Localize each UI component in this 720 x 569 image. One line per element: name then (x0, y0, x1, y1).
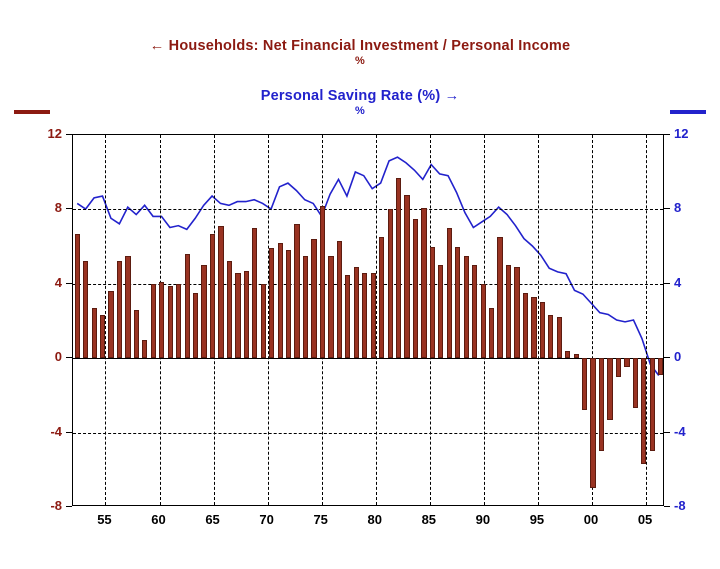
x-axis-tick-label: 05 (637, 512, 653, 527)
chart-title-line-1-unit: % (355, 55, 365, 67)
y-axis-left-tick-label: 12 (47, 126, 62, 141)
bar (278, 243, 283, 358)
bar (421, 208, 426, 359)
bar (108, 291, 113, 358)
bar (481, 284, 486, 358)
bar (83, 261, 88, 358)
bar (168, 286, 173, 359)
bar (218, 226, 223, 358)
bar (574, 354, 579, 358)
bar (396, 178, 401, 358)
y-axis-right-tick-label: -4 (674, 423, 686, 439)
bar (379, 237, 384, 358)
bar (472, 265, 477, 358)
bar (303, 256, 308, 358)
bar (227, 261, 232, 358)
bar (337, 241, 342, 358)
x-axis-tick-label: 80 (367, 512, 382, 527)
bar (565, 351, 570, 358)
bar (185, 254, 190, 358)
bar (328, 256, 333, 358)
zero-line (73, 358, 663, 359)
bar (151, 284, 156, 358)
bar (523, 293, 528, 358)
y-axis-tick-mark (66, 357, 72, 358)
bar (464, 256, 469, 358)
bar (404, 195, 409, 359)
bar (548, 315, 553, 358)
bar (599, 358, 604, 451)
y-axis-left-tick-label: -4 (50, 423, 62, 439)
bar (438, 265, 443, 358)
y-axis-tick-mark (66, 506, 72, 507)
gridline-horizontal (73, 433, 663, 434)
bar (235, 273, 240, 359)
y-axis-right-tick-label: 8 (674, 200, 682, 216)
y-axis-tick-mark (664, 208, 670, 209)
bar (117, 261, 122, 358)
y-axis-left-tick-label: 0 (54, 349, 62, 365)
y-axis-tick-mark (66, 432, 72, 433)
bar (252, 228, 257, 358)
bar (92, 308, 97, 358)
bar (497, 237, 502, 358)
chart-title-line-2: Personal Saving Rate (%) → (260, 88, 460, 104)
bar (261, 284, 266, 358)
y-axis-right-tick-label: 0 (674, 349, 682, 365)
y-axis-tick-mark (664, 283, 670, 284)
bar (362, 273, 367, 359)
x-axis-tick-label: 95 (529, 512, 545, 527)
bar (345, 275, 350, 359)
x-axis-tick-label: 85 (421, 512, 437, 527)
bar (125, 256, 130, 358)
bar (320, 206, 325, 359)
y-axis-left-tick-label: 4 (54, 274, 62, 290)
bar (388, 209, 393, 358)
y-axis-left-tick-label: 8 (54, 200, 62, 216)
bar (633, 358, 638, 408)
bar (582, 358, 587, 410)
y-axis-right-tick-label: -8 (674, 498, 686, 513)
bar (159, 282, 164, 358)
y-axis-tick-mark (664, 432, 670, 433)
bar (311, 239, 316, 358)
x-axis-tick-label: 75 (313, 512, 328, 527)
y-axis-tick-mark (664, 506, 670, 507)
x-axis-tick-label: 90 (475, 512, 491, 527)
bar (616, 358, 621, 377)
bar (142, 340, 147, 359)
y-axis-tick-mark (664, 357, 670, 358)
bar (624, 358, 629, 367)
y-axis-right-tick-label: 4 (674, 274, 682, 290)
gridline-vertical (376, 135, 377, 505)
gridline-vertical (105, 135, 106, 505)
bar (514, 267, 519, 358)
bar (294, 224, 299, 358)
bar (650, 358, 655, 451)
bar (540, 302, 545, 358)
y-axis-left-tick-label: -8 (50, 498, 62, 513)
chart-title-line-1: ← Households: Net Financial Investment / Personal Income (149, 38, 571, 54)
bar (244, 271, 249, 358)
bar (413, 219, 418, 359)
bar (447, 228, 452, 358)
bar (430, 247, 435, 359)
bar (176, 284, 181, 358)
bar (75, 234, 80, 359)
bar (455, 247, 460, 359)
x-axis-tick-label: 00 (583, 512, 599, 527)
bar (531, 297, 536, 358)
plot-area (72, 134, 664, 506)
legend-swatch-line (670, 110, 706, 114)
bar (201, 265, 206, 358)
bar (193, 293, 198, 358)
bar (134, 310, 139, 358)
bar (210, 234, 215, 359)
bar (658, 358, 663, 375)
bar (354, 267, 359, 358)
bar (489, 308, 494, 358)
y-axis-tick-mark (66, 208, 72, 209)
bar (590, 358, 595, 488)
y-axis-tick-mark (66, 283, 72, 284)
x-axis-tick-label: 70 (259, 512, 274, 527)
bar (269, 248, 274, 358)
chart-title-line-2-unit: % (355, 105, 365, 117)
x-axis-tick-label: 60 (151, 512, 166, 527)
bar (506, 265, 511, 358)
bar (607, 358, 612, 419)
y-axis-right-tick-label: 12 (674, 126, 689, 141)
legend-swatch-bars (14, 110, 50, 114)
bar (286, 250, 291, 358)
x-axis-tick-label: 55 (97, 512, 112, 527)
bar (100, 315, 105, 358)
bar (641, 358, 646, 464)
bar (557, 317, 562, 358)
x-axis-tick-label: 65 (205, 512, 220, 527)
y-axis-tick-mark (664, 134, 670, 135)
y-axis-tick-mark (66, 134, 72, 135)
gridline-horizontal (73, 209, 663, 210)
bar (371, 273, 376, 359)
